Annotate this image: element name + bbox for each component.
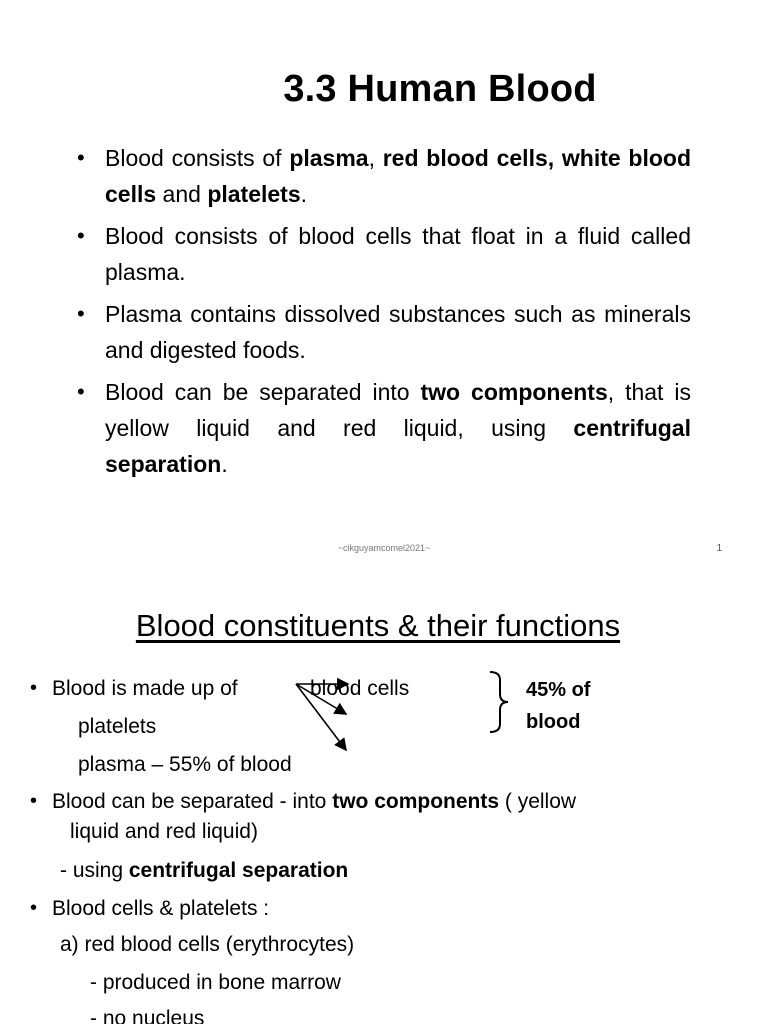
slide-1-bullet-list xyxy=(105,140,691,488)
no-nucleus: - no nucleus xyxy=(90,1007,205,1024)
plasma-text: plasma – 55% of blood xyxy=(78,753,292,776)
bullet-4-segment-2: two components xyxy=(420,379,608,405)
separation-text-a: Blood can be separated - into xyxy=(52,790,333,813)
centrifugal-text-b: centrifugal separation xyxy=(128,859,349,882)
percent-45-label xyxy=(526,674,590,738)
bullet-1-segment-7: . xyxy=(300,181,308,207)
curly-brace xyxy=(490,672,508,732)
separation-text-c: ( yellow xyxy=(499,790,577,813)
bullet-1-segment-1: Blood consists of xyxy=(105,145,290,171)
blood-cells-text: blood cells xyxy=(310,677,410,700)
produced-in-bone-marrow: - produced in bone marrow xyxy=(90,971,341,994)
red-blood-cells-heading: a) red blood cells (erythrocytes) xyxy=(60,933,355,956)
slide-1-title: 3.3 Human Blood xyxy=(283,68,597,110)
separation-item xyxy=(52,789,576,815)
slide-1-bullet-2 xyxy=(105,218,691,290)
cells-platelets-item: • Blood cells & platelets : xyxy=(52,896,269,922)
brace-text-line-1: 45% of xyxy=(526,679,591,701)
centrifugal-text-a: - using xyxy=(60,859,129,882)
arrow-to-plasma xyxy=(296,684,346,750)
bullet-1-segment-4: red blood cells, white blood cells xyxy=(105,145,692,207)
slide-1-bullet-1 xyxy=(105,140,691,212)
slide-1-bullet-3 xyxy=(105,296,691,368)
bullet-4-segment-5: . xyxy=(221,451,228,477)
bullet-2-segment-1: Blood consists of blood cells that float in a fluid called plasma. xyxy=(105,223,691,285)
blood-made-up-of-text: Blood is made up of xyxy=(52,677,238,700)
platelets-text: platelets xyxy=(78,715,157,738)
bullet-1-segment-6: platelets xyxy=(207,181,301,207)
bullet-4-segment-1: Blood can be separated into xyxy=(105,379,421,405)
bullet-1-segment-3: , xyxy=(368,145,383,171)
separation-text-b: two components xyxy=(332,790,500,813)
slide-page-number: 1 xyxy=(716,543,722,554)
slide-footer: ~cikguyamcomel2021~ xyxy=(337,543,431,553)
separation-text-line-2: liquid and red liquid) xyxy=(70,820,258,843)
arrow-to-platelets xyxy=(296,684,346,714)
bullet-3-segment-1: Plasma contains dissolved substances such as minerals and digested foods. xyxy=(105,301,691,363)
slide-1-bullet-4 xyxy=(105,374,691,482)
slide-2-title: Blood constituents & their functions xyxy=(135,608,621,643)
bullet-4-segment-4: centrifugal separation xyxy=(105,415,691,477)
bullet-1-segment-2: plasma xyxy=(289,145,369,171)
centrifugal-line xyxy=(60,858,348,884)
bullet-1-segment-5: and xyxy=(156,181,208,207)
brace-text-line-2: blood xyxy=(526,711,581,733)
slide-2 xyxy=(0,572,768,1024)
bullet-4-segment-3: , that is yellow liquid and red liquid, using xyxy=(105,379,691,441)
